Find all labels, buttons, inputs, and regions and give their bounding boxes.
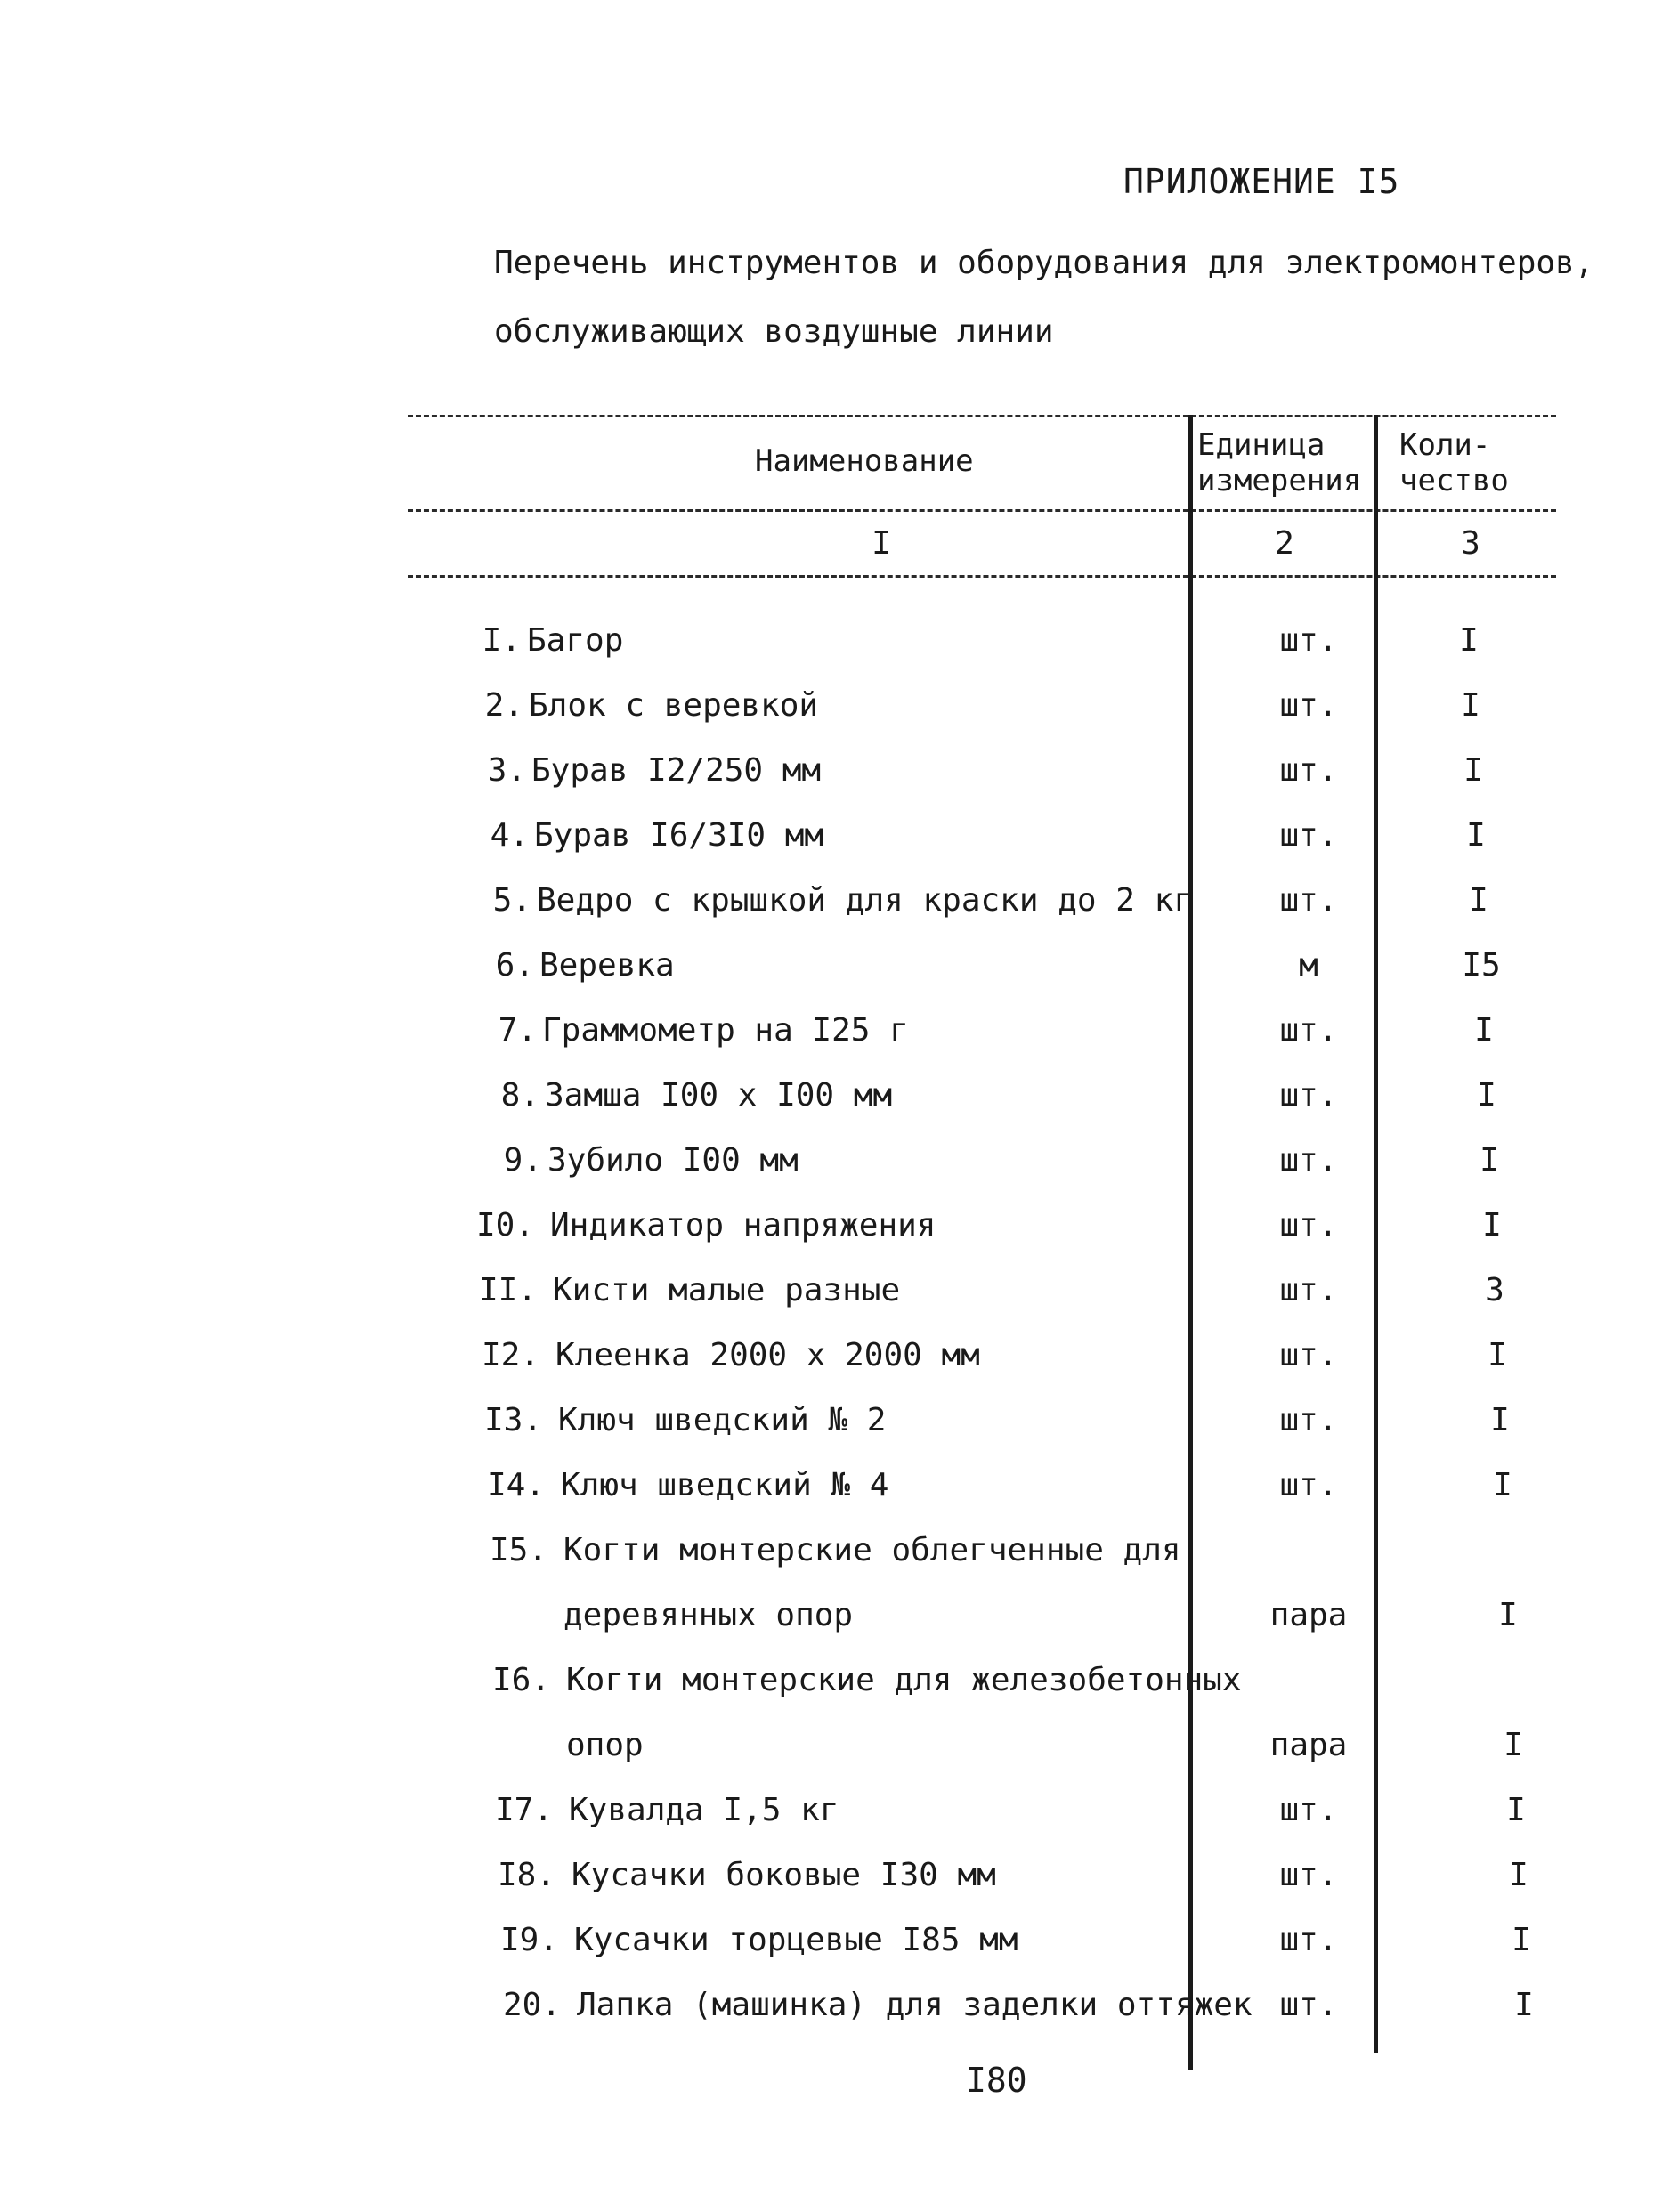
row-qty: I [1514,1987,1534,2023]
row-qty: I [1480,1142,1499,1179]
row-qty: I [1504,1727,1523,1763]
table-row [0,939,1654,993]
row-name: Бурав I6/3I0 мм [534,817,824,854]
row-qty: I [1512,1922,1531,1958]
row-number: I2. [481,1337,539,1373]
header-qty [1399,427,1551,498]
table-row [0,1979,1654,2032]
table-row [0,1849,1654,1902]
row-number: 3. [487,752,526,789]
document-title-line-2: обслуживающих воздушные линии [494,313,1054,350]
table-top-rule [408,415,1556,417]
row-number: I3. [483,1402,542,1438]
row-number: 5. [492,882,531,919]
table-row [0,1394,1654,1447]
row-qty: 3 [1485,1272,1504,1309]
row-qty: I [1498,1597,1518,1633]
row-qty: I [1506,1792,1526,1828]
header-unit-line1: Единица [1197,427,1326,463]
row-number: II. [478,1272,537,1309]
table-row [0,1459,1654,1512]
row-qty: I [1469,882,1488,919]
row-name: Граммометр на I25 г [542,1012,909,1049]
header-qty-line2: чество [1399,463,1509,498]
row-name: Когти монтерские для железобетонных [566,1662,1242,1698]
column-number-1: I [872,525,891,562]
page-number: I80 [966,2061,1027,2100]
table-row [0,744,1654,798]
row-name: Кувалда I,5 кг [569,1792,839,1828]
row-number: I0. [475,1207,534,1244]
row-name: Веревка [539,947,675,984]
row-name: Замша I00 х I00 мм [545,1077,893,1114]
row-name: Багор [527,622,624,659]
row-unit: шт. [1279,1012,1338,1049]
row-name: Зубило I00 мм [547,1142,799,1179]
row-name: Ключ шведский № 2 [558,1402,887,1438]
header-unit [1197,427,1375,498]
header-unit-line2: измерения [1197,463,1362,498]
row-unit: м [1299,947,1318,984]
table-row [0,1329,1654,1382]
row-qty: I [1490,1402,1510,1438]
table-row [0,1524,1654,1577]
row-name: опор [566,1727,644,1763]
row-qty: I [1459,622,1479,659]
header-qty-line1: Коли- [1399,427,1491,463]
column-number-3: 3 [1461,525,1480,562]
table-colnum-rule [408,575,1556,578]
row-name: Блок с веревкой [529,687,819,724]
row-qty: I [1482,1207,1502,1244]
table-row [0,1719,1654,1772]
row-unit: шт. [1279,1402,1338,1438]
table-row [0,874,1654,928]
appendix-label: ПРИЛОЖЕНИЕ I5 [1123,162,1400,201]
row-unit: шт. [1279,1272,1338,1309]
row-number: 6. [495,947,534,984]
table-row [0,809,1654,863]
table-row [0,1004,1654,1057]
table-row [0,1914,1654,1967]
row-number: I. [482,622,521,659]
row-unit: шт. [1279,1857,1338,1893]
row-number: 7. [498,1012,537,1049]
row-unit: шт. [1279,1337,1338,1373]
row-unit: шт. [1279,1987,1338,2023]
row-name: Индикатор напряжения [550,1207,936,1244]
table-header-rule [408,509,1556,512]
row-unit: шт. [1279,687,1338,724]
row-qty: I [1477,1077,1496,1114]
row-unit: пара [1269,1727,1348,1763]
row-name: Ключ шведский № 4 [561,1467,889,1503]
row-qty: I [1461,687,1480,724]
row-unit: шт. [1279,1207,1338,1244]
row-unit: шт. [1279,1922,1338,1958]
row-name: Бурав I2/250 мм [531,752,822,789]
row-unit: шт. [1279,1467,1338,1503]
table-row [0,1069,1654,1122]
column-number-2: 2 [1275,525,1294,562]
row-number: I7. [494,1792,553,1828]
row-name: Клеенка 2000 х 2000 мм [555,1337,980,1373]
header-name: Наименование [755,443,974,479]
row-name: Кусачки боковые I30 мм [572,1857,996,1893]
table-row [0,1264,1654,1317]
row-name: Кисти малые разные [553,1272,901,1309]
row-unit: шт. [1279,882,1338,919]
row-unit: шт. [1279,817,1338,854]
row-name: деревянных опор [563,1597,854,1633]
row-qty: I5 [1462,947,1501,984]
row-number: 9. [503,1142,542,1179]
row-unit: шт. [1279,1142,1338,1179]
row-name: Когти монтерские облегченные для [563,1532,1181,1568]
row-unit: пара [1269,1597,1348,1633]
row-number: 2. [484,687,523,724]
row-qty: I [1474,1012,1494,1049]
row-name: Лапка (машинка) для заделки оттяжек [577,1987,1253,2023]
row-qty: I [1466,817,1486,854]
table-row [0,614,1654,668]
row-qty: I [1488,1337,1507,1373]
row-qty: I [1493,1467,1512,1503]
row-unit: шт. [1279,1792,1338,1828]
row-number: I5. [489,1532,547,1568]
row-unit: шт. [1279,622,1338,659]
table-row [0,1589,1654,1642]
row-qty: I [1463,752,1483,789]
row-number: I6. [491,1662,550,1698]
row-number: I8. [497,1857,555,1893]
row-name: Кусачки торцевые I85 мм [574,1922,1018,1958]
table-row [0,679,1654,733]
row-name: Ведро с крышкой для краски до 2 кг [537,882,1193,919]
document-title-line-1: Перечень инструментов и оборудования для электромонтеров, [494,245,1594,281]
row-unit: шт. [1279,752,1338,789]
table-row [0,1654,1654,1707]
row-number: I9. [499,1922,558,1958]
row-unit: шт. [1279,1077,1338,1114]
row-number: 4. [490,817,529,854]
row-number: I4. [486,1467,545,1503]
table-row [0,1784,1654,1837]
table-row [0,1134,1654,1187]
row-number: 8. [500,1077,539,1114]
row-number: 20. [502,1987,561,2023]
table-row [0,1199,1654,1252]
row-qty: I [1509,1857,1528,1893]
